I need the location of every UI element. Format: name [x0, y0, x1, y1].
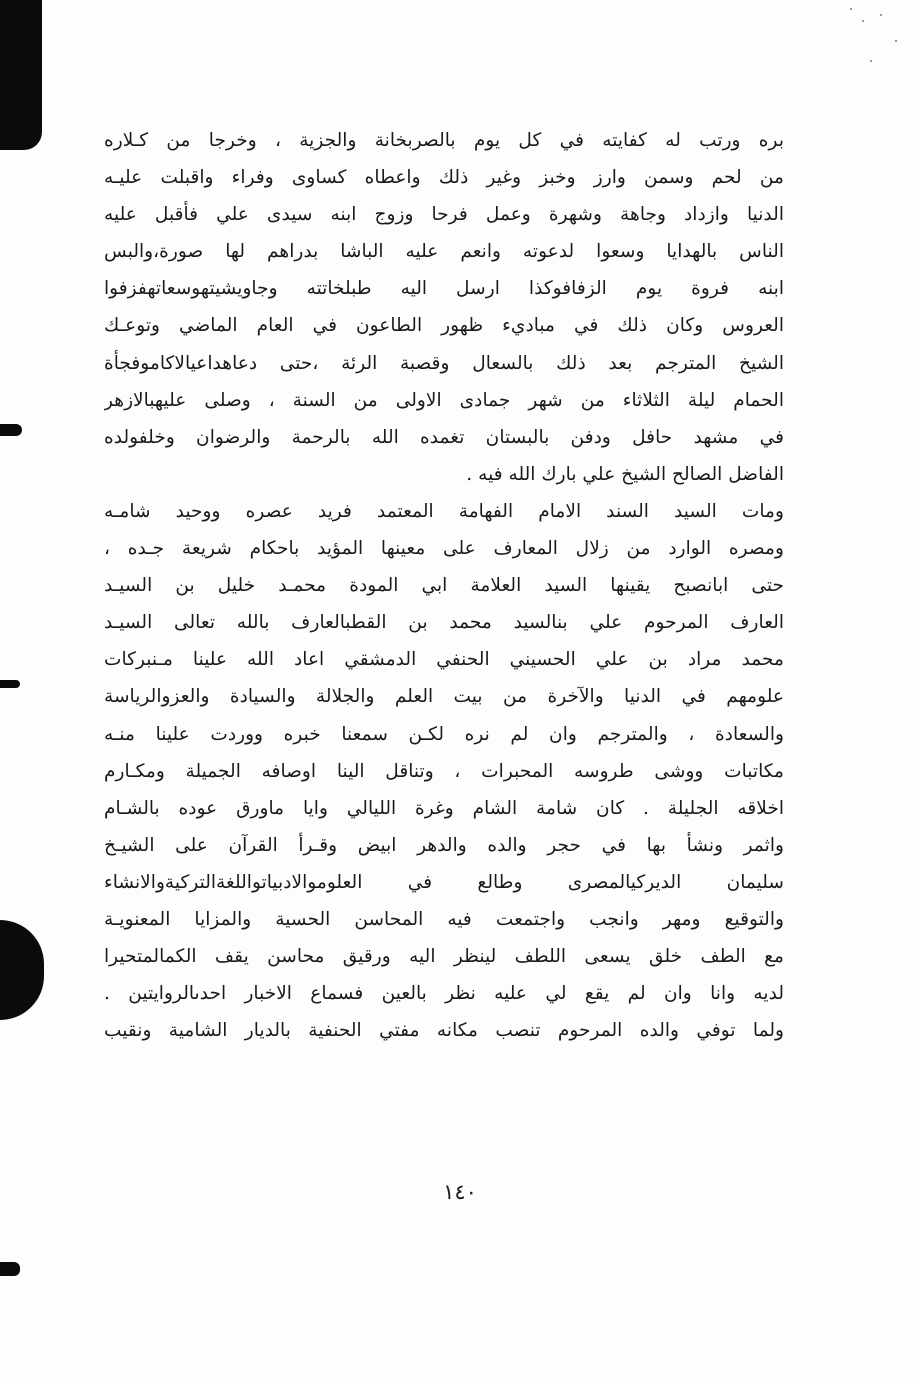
text-line: ومات السيد السند الامام الفهامة المعتمد فريد عصره ووحيد شامـه: [104, 500, 784, 522]
scan-speck: [850, 8, 852, 10]
text-line: من لحم وسمن وارز وخبز وغير ذلك واعطاه كساوى وفراء واقبلت عليـه: [104, 167, 784, 189]
scan-speck: [870, 60, 872, 62]
text-line: والتوقيع ومهر وانجب واجتمعت فيه المحاسن الحسية والمزايا المعنويـة: [104, 908, 784, 930]
page-number: ١٤٠: [443, 1180, 477, 1204]
margin-ink-mark: [0, 424, 22, 436]
text-line: اخلاقه الجليلة . كان شامة الشام وغرة الليالي وايا ماورق عوده بالشـام: [104, 797, 784, 819]
text-line: الحمام ليلة الثلاثاء من شهر جمادى الاولى من السنة ، وصلى عليهبالازهر: [104, 389, 784, 411]
scan-speck: [862, 20, 864, 22]
text-line: الفاضل الصالح الشيخ علي بارك الله فيه .: [466, 463, 784, 485]
text-line: لديه وانا وان لم يقع لي عليه نظر بالعين فسماع الاخبار احدىالروايتين .: [104, 983, 784, 1005]
text-line: الشيخ المترجم بعد ذلك بالسعال وقصبة الرئة ،حتى دعاهداعيالاكاموفجأة: [104, 352, 784, 374]
binding-shadow-mark: [0, 0, 42, 150]
text-line: ومصره الوارد من زلال المعارف على معينها المؤيد باحكام شريعة جـده ،: [104, 538, 784, 560]
text-line: الدنيا وازداد وجاهة وشهرة وعمل فرحا وزوج ابنه سيدى علي فأقبل عليه: [104, 204, 784, 226]
scan-speck: [880, 14, 882, 16]
text-line: مكاتبات ووشى طروسه المحبرات ، وتناقل الينا اوصافه الجميلة ومكـارم: [104, 760, 784, 782]
text-line: واثمر ونشأ بها في حجر والده والدهر ابيض وقـرأ القرآن على الشيـخ: [104, 834, 784, 856]
body-text: [104, 122, 784, 1049]
text-line: ولما توفي والده المرحوم تنصب مكانه مفتي الحنفية بالديار الشامية ونقيب: [104, 1020, 784, 1042]
text-line: والسعادة ، والمترجم وان لم نره لكـن سمعنا خبره ووردت علينا منـه: [104, 723, 784, 745]
text-line: حتى ابانصبح يقينها السيد العلامة ابي المودة محمـد خليل بن السيـد: [104, 575, 784, 597]
text-line: بره ورتب له كفايته في كل يوم بالصربخانة والجزية ، وخرجا من كـلاره: [104, 130, 784, 151]
text-line: الناس بالهدايا وسعوا لدعوته وانعم عليه الباشا بدراهم لها صورة،والبس: [104, 241, 784, 263]
text-line: العروس وكان ذلك في مباديء ظهور الطاعون في العام الماضي وتوعـك: [104, 315, 784, 337]
text-line: ابنه فروة يوم الزفافوكذا ارسل اليه طبلخاتته وجاويشيتهوسعاتهفزفوا: [104, 278, 784, 300]
text-line: في مشهد حافل ودفن بالبستان تغمده الله بالرحمة والرضوان وخلفولده: [104, 426, 784, 448]
scan-speck: [895, 40, 897, 42]
margin-ink-mark: [0, 1262, 20, 1276]
margin-ink-blot: [0, 920, 44, 1020]
text-line: علومهم في الدنيا والآخرة من بيت العلم والجلالة والسيادة والعزوالرياسة: [104, 686, 784, 708]
margin-ink-mark: [0, 680, 20, 688]
text-line: سليمان الديركيالمصرى وطالع في العلوموالادبياتواللغةالتركيةوالانشاء: [104, 871, 784, 893]
text-line: مع الطف خلق يسعى اللطف لينظر اليه ورقيق محاسن يقف الكمالمتحيرا: [104, 946, 784, 968]
text-line: العارف المرحوم علي بنالسيد محمد بن القطبالعارف بالله تعالى السيـد: [104, 612, 784, 634]
text-line: محمد مراد بن علي الحسيني الحنفي الدمشقي اعاد الله علينا مـنبركات: [104, 649, 784, 671]
